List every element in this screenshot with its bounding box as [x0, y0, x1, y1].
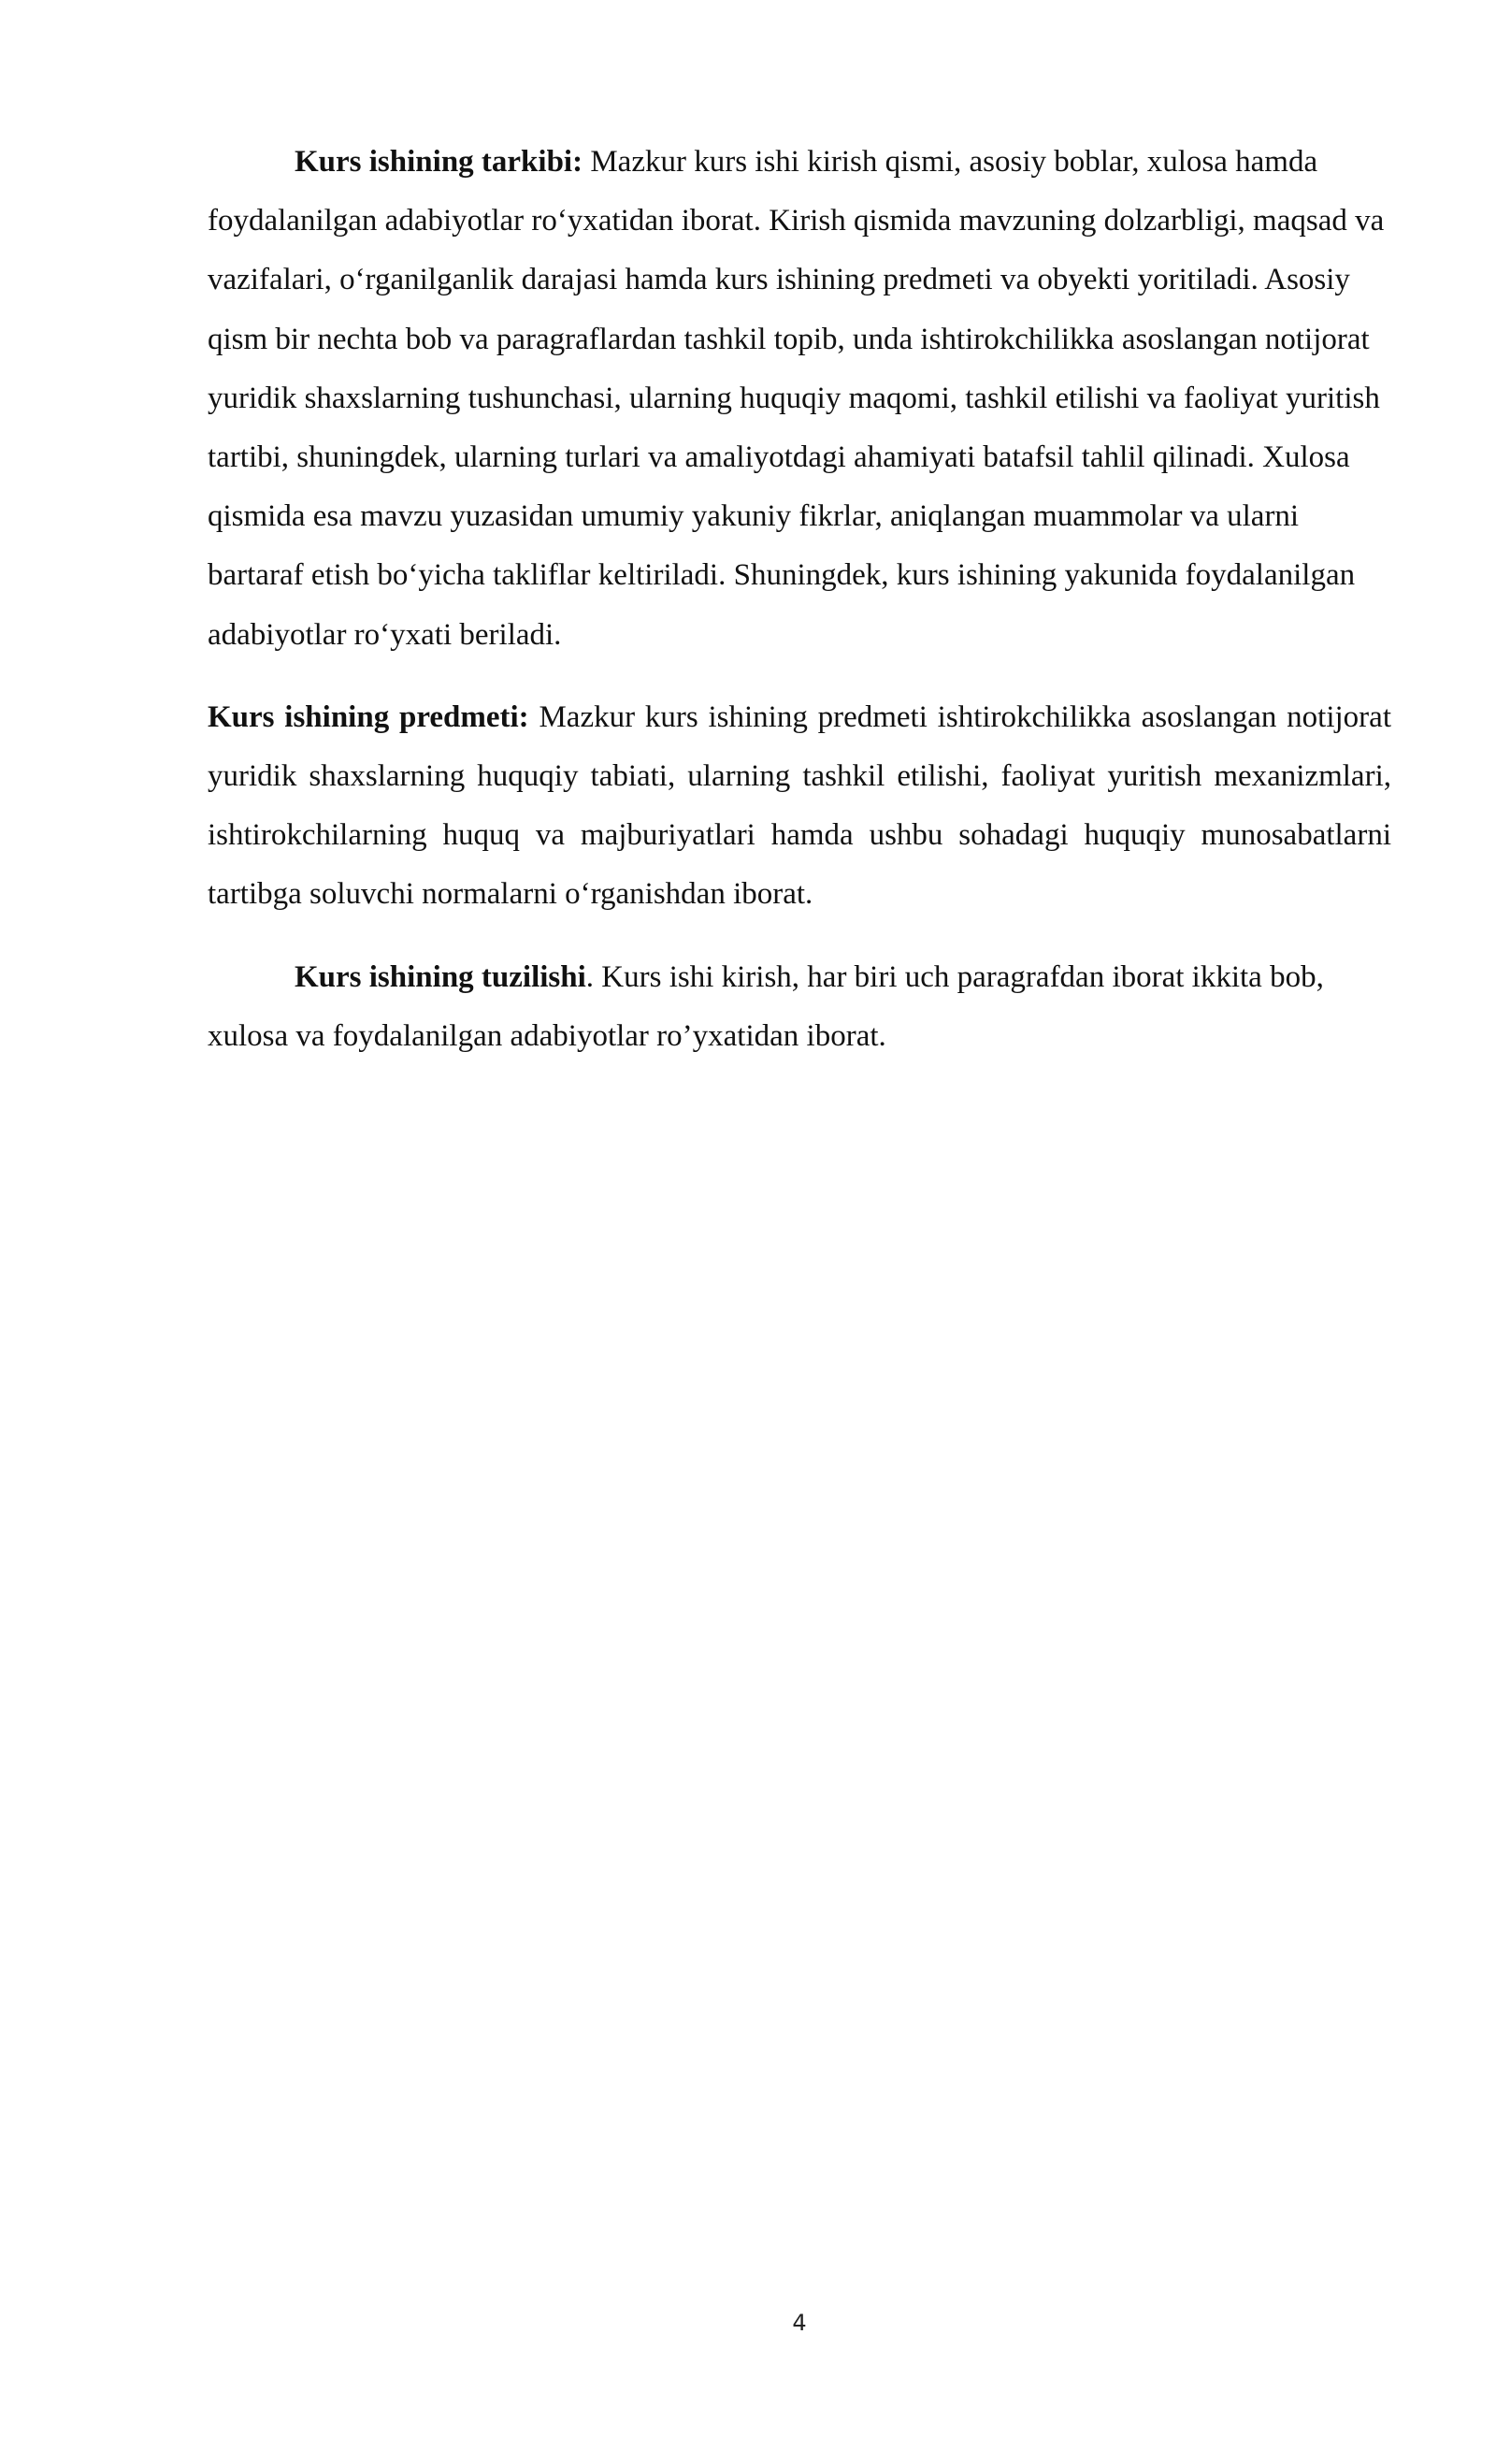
paragraph-tuzilishi [208, 948, 1391, 1066]
paragraph-text: . Kurs ishi kirish, har biri uch paragrafdan iborat ikkita bob, xulosa va foydalanilgan adabiyotlar ro’yxatidan iborat. [208, 959, 1324, 1053]
paragraph-heading: Kurs ishining tarkibi: [295, 145, 583, 179]
paragraph-predmeti [208, 688, 1391, 925]
paragraph-heading: Kurs ishining tuzilishi [295, 959, 586, 994]
page-number: 4 [792, 2310, 807, 2336]
paragraph-tarkibi [208, 133, 1391, 665]
document-body [208, 133, 1391, 1089]
paragraph-text: Mazkur kurs ishining predmeti ishtirokchilikka asoslangan notijorat yuridik shaxslarning huquqiy tabiati, ularning tashkil etilishi, faoliyat yuritish mexanizmlari, ishtirokchilarning huquq va majburiyatlari hamda ushbu sohadagi huquqiy munosabatlarni tartibga soluvchi normalarni o‘rganishdan iborat. [208, 699, 1391, 912]
paragraph-heading: Kurs ishining predmeti: [208, 699, 529, 734]
paragraph-text: Mazkur kurs ishi kirish qismi, asosiy boblar, xulosa hamda foydalanilgan adabiyotlar ro‘yxatidan iborat. Kirish qismida mavzuning dolzarbligi, maqsad va vazifalari, o‘rganilganlik darajasi hamda kurs ishining predmeti va obyekti yoritiladi. Asosiy qism bir nechta bob va paragraflardan tashkil topib, unda ishtirokchilikka asoslangan notijorat yuridik shaxslarning tushunchasi, ularning huquqiy maqomi, tashkil etilishi va faoliyat yuritish tartibi, shuningdek, ularning turlari va amaliyotdagi ahamiyati batafsil tahlil qilinadi. Xulosa qismida esa mavzu yuzasidan umumiy yakuniy fikrlar, aniqlangan muammolar va ularni bartaraf etish bo‘yicha takliflar keltiriladi. Shuningdek, kurs ishining yakunida foydalanilgan adabiyotlar ro‘yxati beriladi. [208, 145, 1385, 652]
